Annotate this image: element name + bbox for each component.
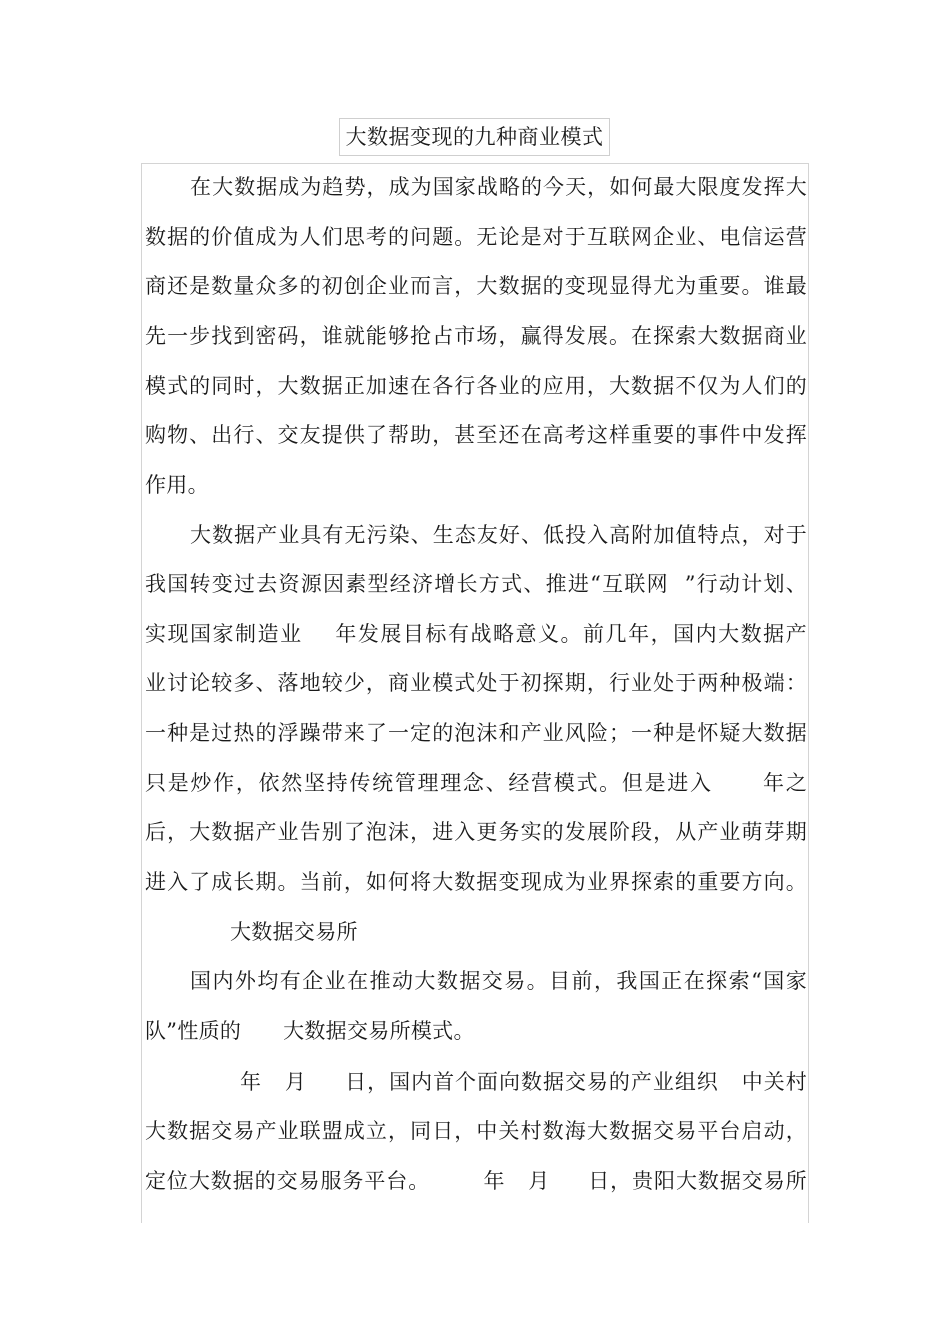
paragraph-line: 购物、出行、交友提供了帮助，甚至还在高考这样重要的事件中发挥 — [145, 423, 807, 447]
paragraph-line: 实现国家制造业 年发展目标有战略意义。前几年，国内大数据产 — [145, 622, 807, 646]
paragraph-line: 业讨论较多、落地较少，商业模式处于初探期，行业处于两种极端： — [145, 671, 807, 695]
paragraph-line: 只是炒作，依然坚持传统管理理念、经营模式。但是进入 年之 — [145, 771, 807, 795]
paragraph-line: 定位大数据的交易服务平台。 年 月 日，贵阳大数据交易所 — [145, 1169, 807, 1193]
section-heading: 大数据交易所 — [230, 920, 358, 944]
paragraph-line: 在大数据成为趋势，成为国家战略的今天，如何最大限度发挥大 — [190, 175, 807, 199]
paragraph-line: 国内外均有企业在推动大数据交易。目前，我国正在探索“国家 — [190, 969, 807, 993]
paragraph-line: 商还是数量众多的初创企业而言，大数据的变现显得尤为重要。谁最 — [145, 274, 807, 298]
paragraph-line: 后，大数据产业告别了泡沫，进入更务实的发展阶段，从产业萌芽期 — [145, 820, 807, 844]
paragraph-line: 一种是过热的浮躁带来了一定的泡沫和产业风险；一种是怀疑大数据 — [145, 721, 807, 745]
paragraph-line: 我国转变过去资源因素型经济增长方式、推进“互联网 ”行动计划、 — [145, 572, 807, 596]
paragraph-line: 进入了成长期。当前，如何将大数据变现成为业界探索的重要方向。 — [145, 870, 807, 894]
paragraph-line: 年 月 日，国内首个面向数据交易的产业组织 中关村 — [240, 1070, 807, 1094]
paragraph-line: 大数据交易产业联盟成立，同日，中关村数海大数据交易平台启动， — [145, 1119, 807, 1143]
paragraph-line: 数据的价值成为人们思考的问题。无论是对于互联网企业、电信运营 — [145, 225, 807, 249]
paragraph-line: 作用。 — [145, 473, 209, 497]
paragraph-line: 模式的同时，大数据正加速在各行各业的应用，大数据不仅为人们的 — [145, 374, 807, 398]
paragraph-line: 大数据产业具有无污染、生态友好、低投入高附加值特点，对于 — [190, 523, 807, 547]
page-title: 大数据变现的九种商业模式 — [339, 118, 610, 156]
paragraph-line: 先一步找到密码，谁就能够抢占市场，赢得发展。在探索大数据商业 — [145, 324, 807, 348]
paragraph-line: 队”性质的 大数据交易所模式。 — [145, 1019, 475, 1043]
